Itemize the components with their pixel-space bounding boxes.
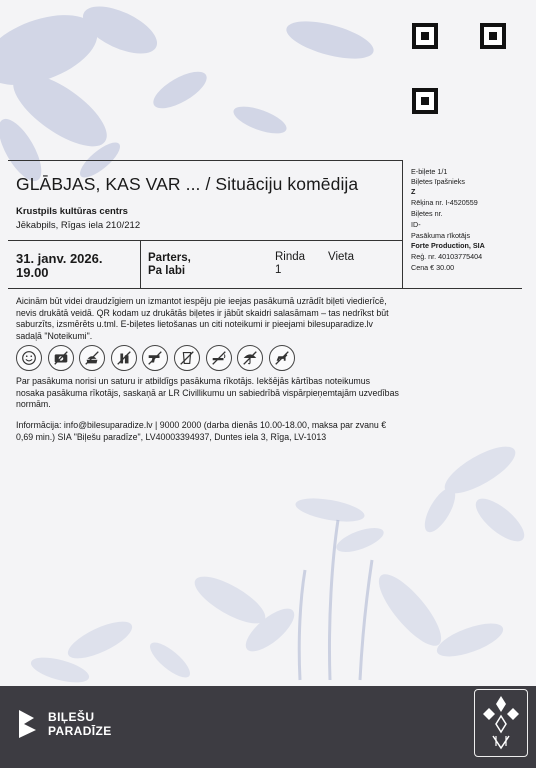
section-name: Parters, — [148, 252, 191, 264]
qr-marker-bottom-left — [412, 88, 438, 114]
eco-notice: Aicinām būt videi draudzīgiem un izmantot iespēju pie ieejas pasākumā uzrādīt biļeti viedierīcē, nevis drukātā veidā. QR kodam uz drukātās biļetes ir jābūt skaidri salasāmam – tas nedrīkst būt saburzīts, izsmērēts u.tml. E-biļetes lietošanas un citi noteikumi ir pieejami bilesuparadize.lv sadaļā "Noteikumi". — [16, 296, 389, 341]
no-weapons-icon — [142, 345, 168, 371]
divider-vertical-right — [402, 160, 403, 288]
organizer-reg: Reģ. nr. 40103775404 — [411, 252, 483, 261]
ticket-number: Biļetes nr. — [411, 209, 443, 218]
owner-value: Z — [411, 187, 416, 196]
qr-marker-top-left — [412, 23, 438, 49]
smile-icon — [16, 345, 42, 371]
event-datetime — [16, 252, 103, 280]
divider-top — [8, 160, 402, 161]
contact-info: Informācija: info@bilesuparadize.lv | 9000 2000 (darba dienās 10.00-18.00, maksa par zvanu € 0,69 min.) SIA "Biļešu paradīze", LV40003394937, Duntes iela 3, Rīga, LV-1013 — [16, 420, 387, 442]
brand-logo-icon — [16, 708, 42, 740]
no-photo-icon — [48, 345, 74, 371]
emblem-icon — [475, 690, 527, 756]
seat-label: Vieta — [328, 251, 355, 263]
venue-address: Jēkabpils, Rīgas iela 210/212 — [16, 220, 141, 231]
brand-name — [48, 710, 112, 738]
brand-line1: BIĻEŠU — [48, 710, 95, 724]
row-value: 1 — [275, 264, 282, 276]
row-label: Rinda — [275, 251, 306, 263]
ticket-id: ID- — [411, 220, 421, 229]
qr-marker-top-right — [480, 23, 506, 49]
no-drinks-icon — [111, 345, 137, 371]
ticket-type: E-biļete 1/1 — [411, 167, 448, 176]
seat-section — [148, 252, 191, 278]
no-smoking-icon — [206, 345, 232, 371]
brand-line2: PARADĪZE — [48, 724, 112, 738]
section-side: Pa labi — [148, 265, 186, 277]
no-food-icon — [79, 345, 105, 371]
no-glass-icon — [174, 345, 200, 371]
event-title: GLĀBJAS, KAS VAR ... / Situāciju komēdija — [16, 174, 359, 194]
responsibility-notice: Par pasākuma norisi un saturu ir atbildīgs pasākuma rīkotājs. Iekšējās kārtības noteikumus nosaka pasākuma rīkotājs, saskaņā ar LR Civillikumu un sabiedrībā vispārpieņemtajām uzvedības normām. — [16, 376, 399, 410]
venue-name: Krustpils kultūras centrs — [16, 206, 128, 217]
organizer-label: Pasākuma rīkotājs — [411, 231, 471, 240]
event-time: 19.00 — [16, 265, 49, 280]
no-umbrella-icon — [237, 345, 263, 371]
ticket-price: Cena € 30.00 — [411, 263, 455, 272]
no-pets-icon — [269, 345, 295, 371]
venue-emblem — [474, 689, 528, 757]
divider-vertical-seat — [140, 240, 141, 288]
invoice-number: Rēķina nr. I-4520559 — [411, 198, 478, 207]
divider-middle — [8, 240, 402, 241]
organizer-name: Forte Production, SIA — [411, 241, 485, 250]
event-date: 31. janv. 2026. — [16, 251, 103, 266]
owner-label: Biļetes īpašnieks — [411, 177, 465, 186]
divider-bottom — [8, 288, 522, 289]
rules-icons — [16, 345, 295, 371]
